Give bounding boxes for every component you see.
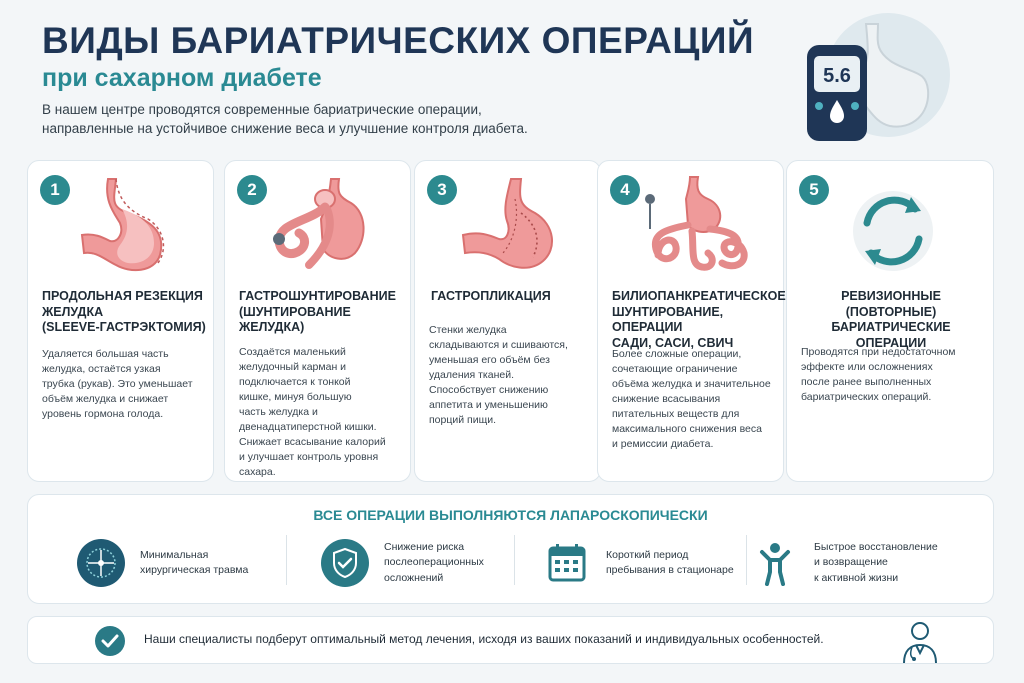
card-desc-line: двенадцатиперстной кишки.	[239, 421, 377, 433]
card-desc-line: Способствует снижению	[429, 384, 549, 396]
card-title	[239, 289, 403, 336]
card-desc-line: объёма желудка и значительное	[612, 378, 771, 390]
card-desc-line: желудочный карман и	[239, 361, 347, 373]
divider	[514, 535, 515, 585]
operation-card-biliopancreatic	[597, 160, 784, 482]
card-desc-line: объём желудка и снижает	[42, 393, 169, 405]
card-number: 2	[237, 175, 267, 205]
card-title-line: САДИ, САСИ, СВИЧ	[612, 335, 734, 350]
card-number: 3	[427, 175, 457, 205]
glucometer-reading: 5.6	[823, 65, 851, 87]
feature-line: послеоперационных	[384, 556, 484, 569]
card-desc-line: порций пищи.	[429, 414, 496, 426]
intro-line: направленные на устойчивое снижение веса и улучшение контроля диабета.	[42, 121, 528, 136]
feature-minimal-trauma	[76, 531, 248, 595]
card-desc-line: трубка (рукав). Это уменьшает	[42, 378, 193, 390]
card-title-line: ЖЕЛУДКА)	[239, 320, 305, 334]
biliopancreatic-bypass-icon	[628, 169, 758, 281]
feature-line: к активной жизни	[814, 571, 899, 584]
card-desc-line: бариатрических операций.	[801, 391, 932, 403]
card-desc-line: Снижает всасывание калорий	[239, 436, 386, 448]
feature-line: осложнений	[384, 571, 444, 584]
card-title-line: ШУНТИРОВАНИЕ, ОПЕРАЦИИ	[612, 304, 724, 334]
card-desc-line: сахара.	[239, 466, 276, 478]
card-title	[42, 289, 206, 336]
card-description	[612, 347, 776, 452]
card-desc-line: кишке, минуя большую	[239, 391, 352, 403]
card-number: 4	[610, 175, 640, 205]
card-desc-line: удаления тканей.	[429, 369, 514, 381]
feature-text	[814, 540, 938, 587]
laparoscopy-panel	[27, 494, 994, 604]
active-person-icon	[750, 538, 800, 588]
card-desc-line: желудка, остаётся узкая	[42, 363, 161, 375]
card-desc-line: часть желудка и	[239, 406, 318, 418]
divider	[286, 535, 287, 585]
card-title-line: ГАСТРОШУНТИРОВАНИЕ	[239, 289, 396, 303]
card-title	[431, 289, 595, 305]
card-title-line: (SLEEVE-ГАСТРЭКТОМИЯ)	[42, 320, 206, 334]
card-desc-line: питательных веществ для	[612, 408, 740, 420]
feature-line: Короткий период	[606, 548, 689, 561]
card-desc-line: Более сложные операции,	[612, 348, 742, 360]
card-desc-line: Стенки желудка	[429, 324, 507, 336]
minimal-trauma-icon	[76, 538, 126, 588]
card-desc-line: аппетита и уменьшению	[429, 399, 548, 411]
card-title	[801, 289, 981, 351]
card-title-line: ПРОДОЛЬНАЯ РЕЗЕКЦИЯ	[42, 289, 203, 303]
operation-card-plication	[414, 160, 601, 482]
card-desc-line: складываются и сшиваются,	[429, 339, 568, 351]
feature-lower-risk	[320, 531, 484, 595]
feature-line: пребывания в стационаре	[606, 564, 734, 576]
doctor-icon	[896, 617, 944, 665]
card-desc-line: сочетающие ограничение	[612, 363, 738, 375]
feature-fast-recovery	[750, 531, 938, 595]
feature-line: и возвращение	[814, 556, 888, 569]
card-desc-line: уровень гормона голода.	[42, 408, 164, 420]
page-subtitle: при сахарном диабете	[42, 64, 322, 92]
card-title-line: БИЛИОПАНКРЕАТИЧЕСКОЕ	[612, 289, 786, 303]
feature-text	[606, 548, 734, 579]
card-desc-line: и ремиссии диабета.	[612, 438, 714, 450]
card-number: 1	[40, 175, 70, 205]
feature-line: Снижение риска	[384, 540, 465, 553]
divider	[746, 535, 747, 585]
card-title-line: ЖЕЛУДКА	[42, 304, 104, 319]
card-description	[42, 347, 206, 422]
calendar-icon	[542, 538, 592, 588]
card-description	[239, 345, 403, 480]
card-desc-line: эффекте или осложнениях	[801, 361, 933, 373]
shield-check-icon	[320, 538, 370, 588]
feature-line: хирургическая травма	[140, 564, 249, 576]
feature-text	[140, 548, 248, 579]
card-title-line: (ШУНТИРОВАНИЕ	[239, 304, 351, 319]
operation-card-bypass	[224, 160, 411, 482]
card-number: 5	[799, 175, 829, 205]
laparoscopy-title: ВСЕ ОПЕРАЦИИ ВЫПОЛНЯЮТСЯ ЛАПАРОСКОПИЧЕСКИ	[313, 507, 708, 523]
feature-text	[384, 540, 484, 587]
card-title-line: ГАСТРОПЛИКАЦИЯ	[431, 289, 551, 303]
feature-line: Минимальная	[140, 548, 209, 561]
intro-line: В нашем центре проводятся современные бариатрические операции,	[42, 102, 482, 117]
card-title-line: (ПОВТОРНЫЕ)	[845, 304, 937, 319]
card-desc-line: Создаётся маленький	[239, 346, 346, 358]
card-desc-line: Проводятся при недостаточном	[801, 346, 956, 358]
card-desc-line: снижение всасывания	[612, 393, 721, 405]
operation-card-sleeve	[27, 160, 214, 482]
card-desc-line: и улучшает контроль уровня	[239, 451, 379, 463]
card-title-line: РЕВИЗИОННЫЕ	[841, 289, 941, 303]
card-desc-line: максимального снижения веса	[612, 423, 762, 435]
operation-card-revision	[786, 160, 994, 482]
gastric-bypass-icon	[255, 169, 385, 281]
card-description	[801, 345, 981, 405]
intro-text	[42, 100, 602, 138]
card-desc-line: уменьшая его объём без	[429, 354, 550, 366]
card-desc-line: подключается к тонкой	[239, 376, 351, 388]
feature-line: Быстрое восстановление	[814, 540, 938, 553]
card-description	[429, 323, 593, 428]
check-circle-icon	[94, 625, 126, 657]
feature-short-stay	[542, 531, 734, 595]
specialist-note	[27, 616, 994, 664]
revision-cycle-icon	[837, 169, 967, 281]
card-title-line: БАРИАТРИЧЕСКИЕ ОПЕРАЦИИ	[831, 320, 951, 350]
plication-stomach-icon	[445, 169, 575, 281]
card-desc-line: после ранее выполненных	[801, 376, 932, 388]
glucometer-stomach-icon	[800, 10, 950, 150]
note-text: Наши специалисты подберут оптимальный метод лечения, исходя из ваших показаний и индивидуальных особенностей.	[144, 632, 824, 646]
card-desc-line: Удаляется большая часть	[42, 348, 169, 360]
page-title: ВИДЫ БАРИАТРИЧЕСКИХ ОПЕРАЦИЙ	[42, 20, 755, 61]
sleeve-stomach-icon	[58, 169, 188, 281]
card-title	[612, 289, 786, 351]
